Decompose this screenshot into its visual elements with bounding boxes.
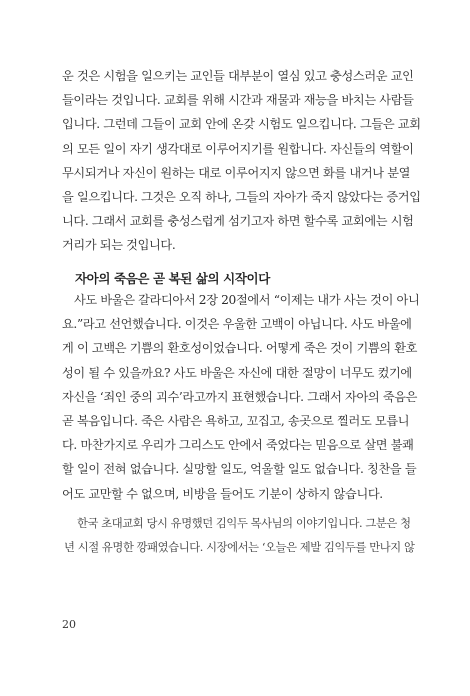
text-line: 년 시절 유명한 깡패였습니다. 시장에서는 ‘오늘은 제발 김익두를 만나지 않 [64, 541, 415, 554]
body-paragraph-1 [62, 64, 421, 258]
text-line: 거리가 되는 것입니다. [62, 238, 176, 253]
text-line: 어도 교만할 수 없으며, 비방을 들어도 기분이 상하지 않습니다. [62, 486, 383, 501]
body-paragraph-2 [62, 288, 420, 506]
text-line: 운 것은 시험을 일으키는 교인들 대부분이 열심 있고 충성스러운 교인 [62, 69, 414, 83]
text-line: 무시되거나 자신이 원하는 대로 이루어지지 않으면 화를 내거나 분열 [62, 165, 411, 180]
text-line: 요.”라고 선언했습니다. 이것은 우울한 고백이 아닙니다. 사도 바울에 [62, 317, 412, 332]
text-line: 니다. 그래서 교회를 충성스럽게 섬기고자 하면 할수록 교회에는 시험 [62, 214, 414, 229]
text-line: 자신을 ‘죄인 중의 괴수’라고까지 표현했습니다. 그래서 자아의 죽음은 [62, 389, 418, 404]
page-number: 20 [62, 618, 76, 631]
text-line: 입니다. 그런데 그들이 교회 안에 온갖 시험도 일으킵니다. 그들은 교회 [62, 117, 421, 132]
text-line: 사도 바울은 갈라디아서 2장 20절에서 “이제는 내가 사는 것이 아니 [74, 293, 420, 307]
text-line: 한국 초대교회 당시 유명했던 김익두 목사님의 이야기입니다. 그분은 청 [77, 517, 411, 530]
text-line: 을 일으킵니다. 그것은 오직 하나, 그들의 자아가 죽지 않았다는 증거입 [62, 190, 421, 205]
text-line: 게 이 고백은 기쁨의 환호성이었습니다. 어떻게 죽은 것이 기쁨의 환호 [62, 341, 418, 356]
text-line: 할 일이 전혀 없습니다. 실망할 일도, 억울할 일도 없습니다. 칭찬을 들 [62, 462, 417, 477]
text-line: 성이 될 수 있을까요? 사도 바울은 자신에 대한 절망이 너무도 컸기에 [62, 365, 412, 380]
body-paragraph-3 [62, 512, 415, 560]
text-line: 의 모든 일이 자기 생각대로 이루어지기를 원합니다. 자신들의 역할이 [62, 141, 414, 156]
text-line: 곧 복음입니다. 죽은 사람은 욕하고, 꼬집고, 송곳으로 찔러도 모릅니 [62, 414, 410, 429]
text-line: 다. 마찬가지로 우리가 그리스도 안에서 죽었다는 믿음으로 살면 불쾌 [62, 438, 414, 453]
section-heading: 자아의 죽음은 곧 복된 삶의 시작이다 [75, 271, 270, 286]
text-line: 들이라는 것입니다. 교회를 위해 시간과 재물과 재능을 바치는 사람들 [62, 93, 414, 108]
